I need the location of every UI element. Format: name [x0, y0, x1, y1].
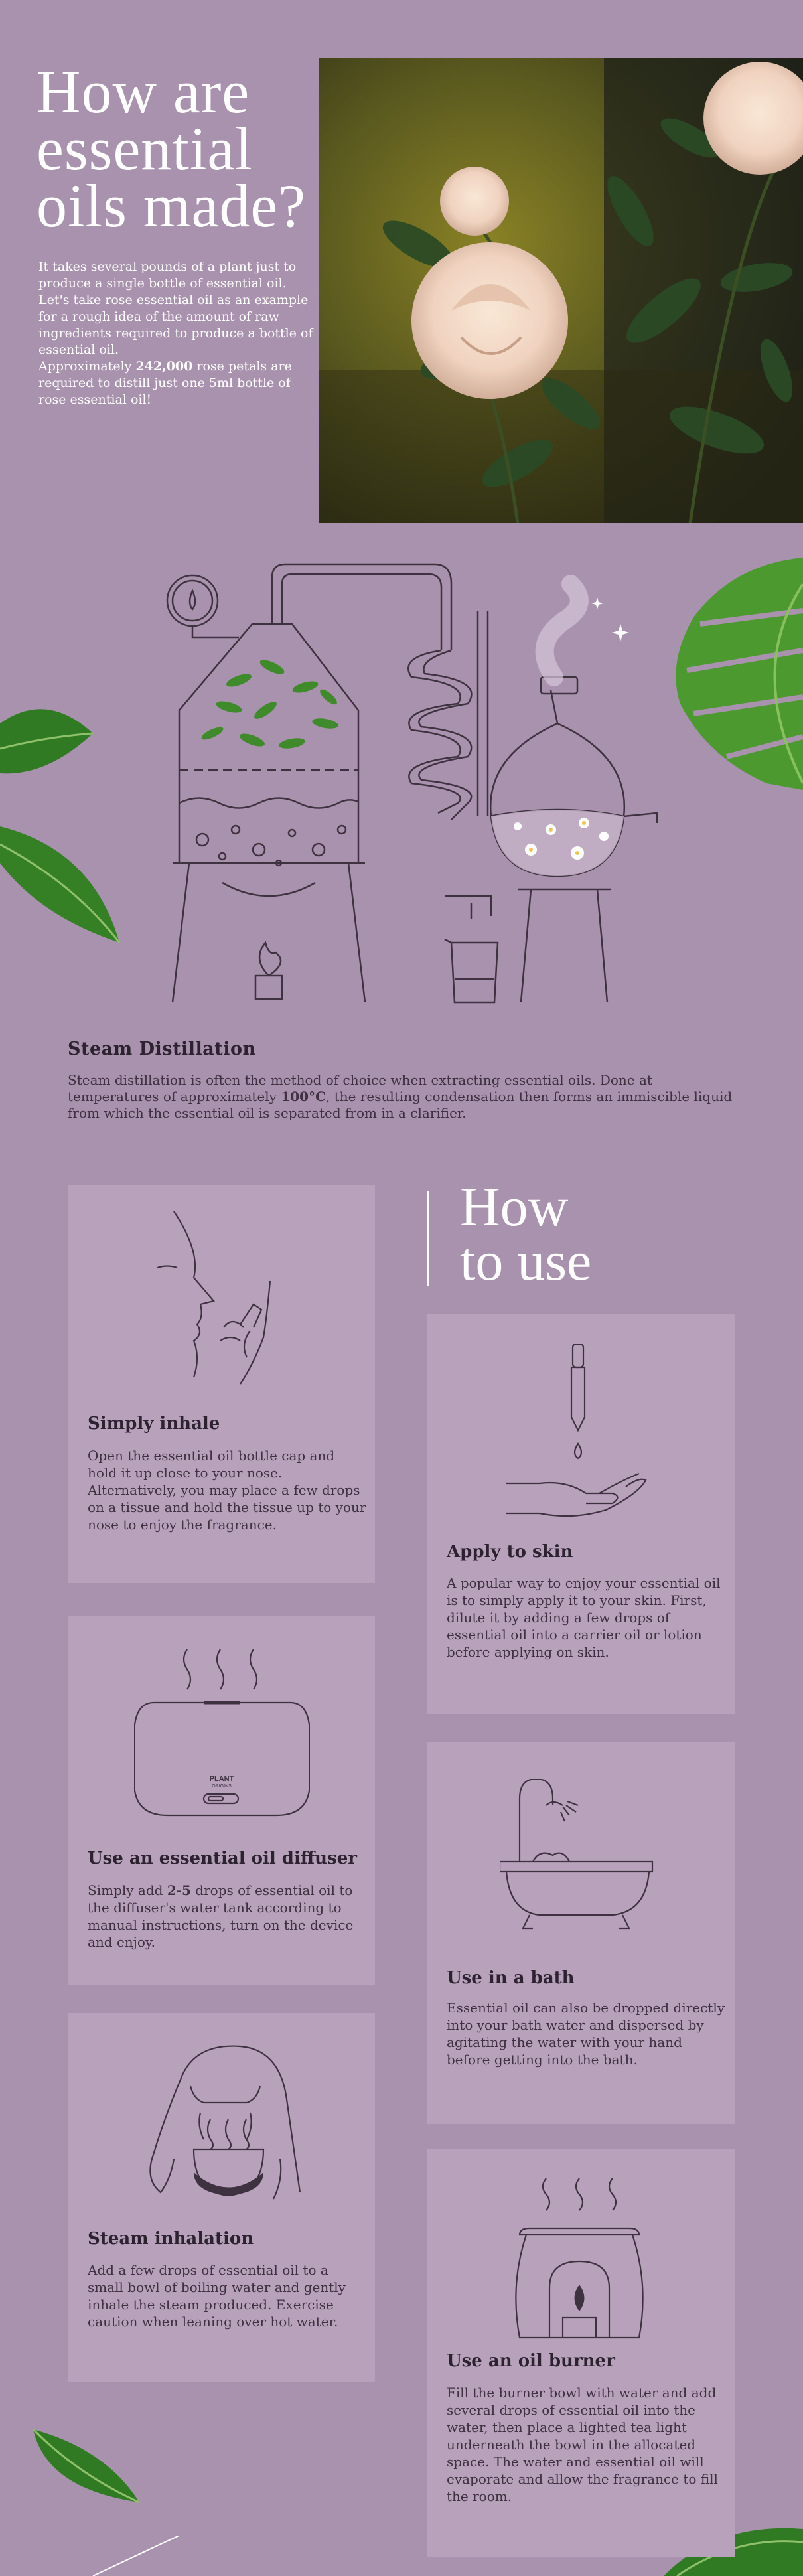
title-line: essential — [36, 115, 253, 183]
steam-inhalation-icon — [141, 2040, 307, 2219]
intro-stat-number: 242,000 — [135, 359, 193, 374]
method-text: A popular way to enjoy your essential oil is to simply apply it to your skin. First, dilute it by adding a few drops of essential oil into a carrier oil or lotion before applying on skin. — [447, 1575, 721, 1660]
leaf-decoration-bottom-left — [27, 2423, 146, 2516]
distillation-text-part: Steam distillation is often the method of choice when extracting essential oils. Done at temperatures of approximately — [68, 1072, 652, 1104]
diffuser-brand-text: PLANT — [209, 1775, 234, 1783]
distillation-apparatus-illustration — [159, 558, 723, 1009]
oil-burner-icon — [510, 2178, 656, 2344]
dropper-hand-icon — [506, 1344, 652, 1523]
method-title: Apply to skin — [447, 1542, 573, 1562]
inhale-icon — [154, 1211, 287, 1391]
page-title — [36, 58, 328, 240]
drop-count: 2-5 — [167, 1882, 191, 1898]
heading-divider — [427, 1191, 429, 1286]
title-line: oils made? — [36, 172, 306, 240]
method-title: Steam inhalation — [88, 2229, 254, 2249]
how-to-use-title — [460, 1176, 592, 1292]
intro-paragraph — [38, 259, 317, 408]
how-to-use-line: to use — [460, 1231, 592, 1292]
method-card — [427, 2149, 735, 2557]
leaf-decoration-left — [0, 697, 123, 949]
method-text-part: Simply add — [88, 1882, 167, 1898]
method-card — [68, 1616, 375, 1985]
intro-text: It takes several pounds of a plant just to produce a single bottle of essential oil. Let's take rose essential oil as an example for a rough idea of the amount of raw ingredients required to produce a bottle of essential oil. — [38, 260, 313, 357]
intro-stat-prefix: Approximately — [38, 359, 136, 374]
method-text: Essential oil can also be dropped directly into your bath water and dispersed by agitating the water with your hand before getting into the bath. — [447, 2000, 725, 2068]
distillation-text — [68, 1072, 738, 1122]
method-title: Use in a bath — [447, 1968, 575, 1988]
rose-photo — [319, 58, 803, 523]
method-title: Simply inhale — [88, 1414, 220, 1434]
method-card — [68, 1185, 375, 1583]
method-card — [68, 2013, 375, 2382]
method-title: Use an oil burner — [447, 2351, 615, 2371]
how-to-use-line: How — [460, 1176, 569, 1238]
distillation-text-part: , the resulting condensation then forms an immiscible liquid from which the essential oil is separated from in a clarifier. — [68, 1089, 733, 1121]
title-line: How are — [36, 58, 250, 125]
method-text: Open the essential oil bottle cap and hold it up close to your nose. Alternatively, you may place a few drops on a tissue and hold the tissue up to your nose to enjoy the fragrance. — [88, 1448, 366, 1533]
method-text: Add a few drops of essential oil to a small bowl of boiling water and gently inhale the steam produced. Exercise caution when leaning over hot water. — [88, 2262, 346, 2330]
method-title: Use an essential oil diffuser — [88, 1849, 357, 1868]
distillation-title: Steam Distillation — [68, 1039, 256, 1059]
method-card — [427, 1742, 735, 2124]
method-card — [427, 1314, 735, 1714]
method-text-part: drops of essential oil to the diffuser's water tank according to manual instructions, turn on the device and enjoy. — [88, 1882, 354, 1950]
intro-stat-suffix: rose petals are required to distill just one 5ml bottle of rose essential oil! — [38, 359, 292, 407]
distillation-temperature: 100°C — [281, 1089, 326, 1104]
diffuser-brand-subtext: ORIGINS — [212, 1784, 232, 1789]
intro-stat — [38, 358, 317, 408]
decorative-line — [93, 2536, 186, 2576]
method-text: Fill the burner bowl with water and add several drops of essential oil into the water, then place a lighted tea light underneath the bowl in the allocated space. The water and essential oil will evaporate and allow the fragrance to fill the room. — [447, 2385, 718, 2504]
method-text — [88, 1882, 366, 1951]
bathtub-icon — [500, 1779, 659, 1938]
diffuser-icon — [134, 1649, 310, 1822]
